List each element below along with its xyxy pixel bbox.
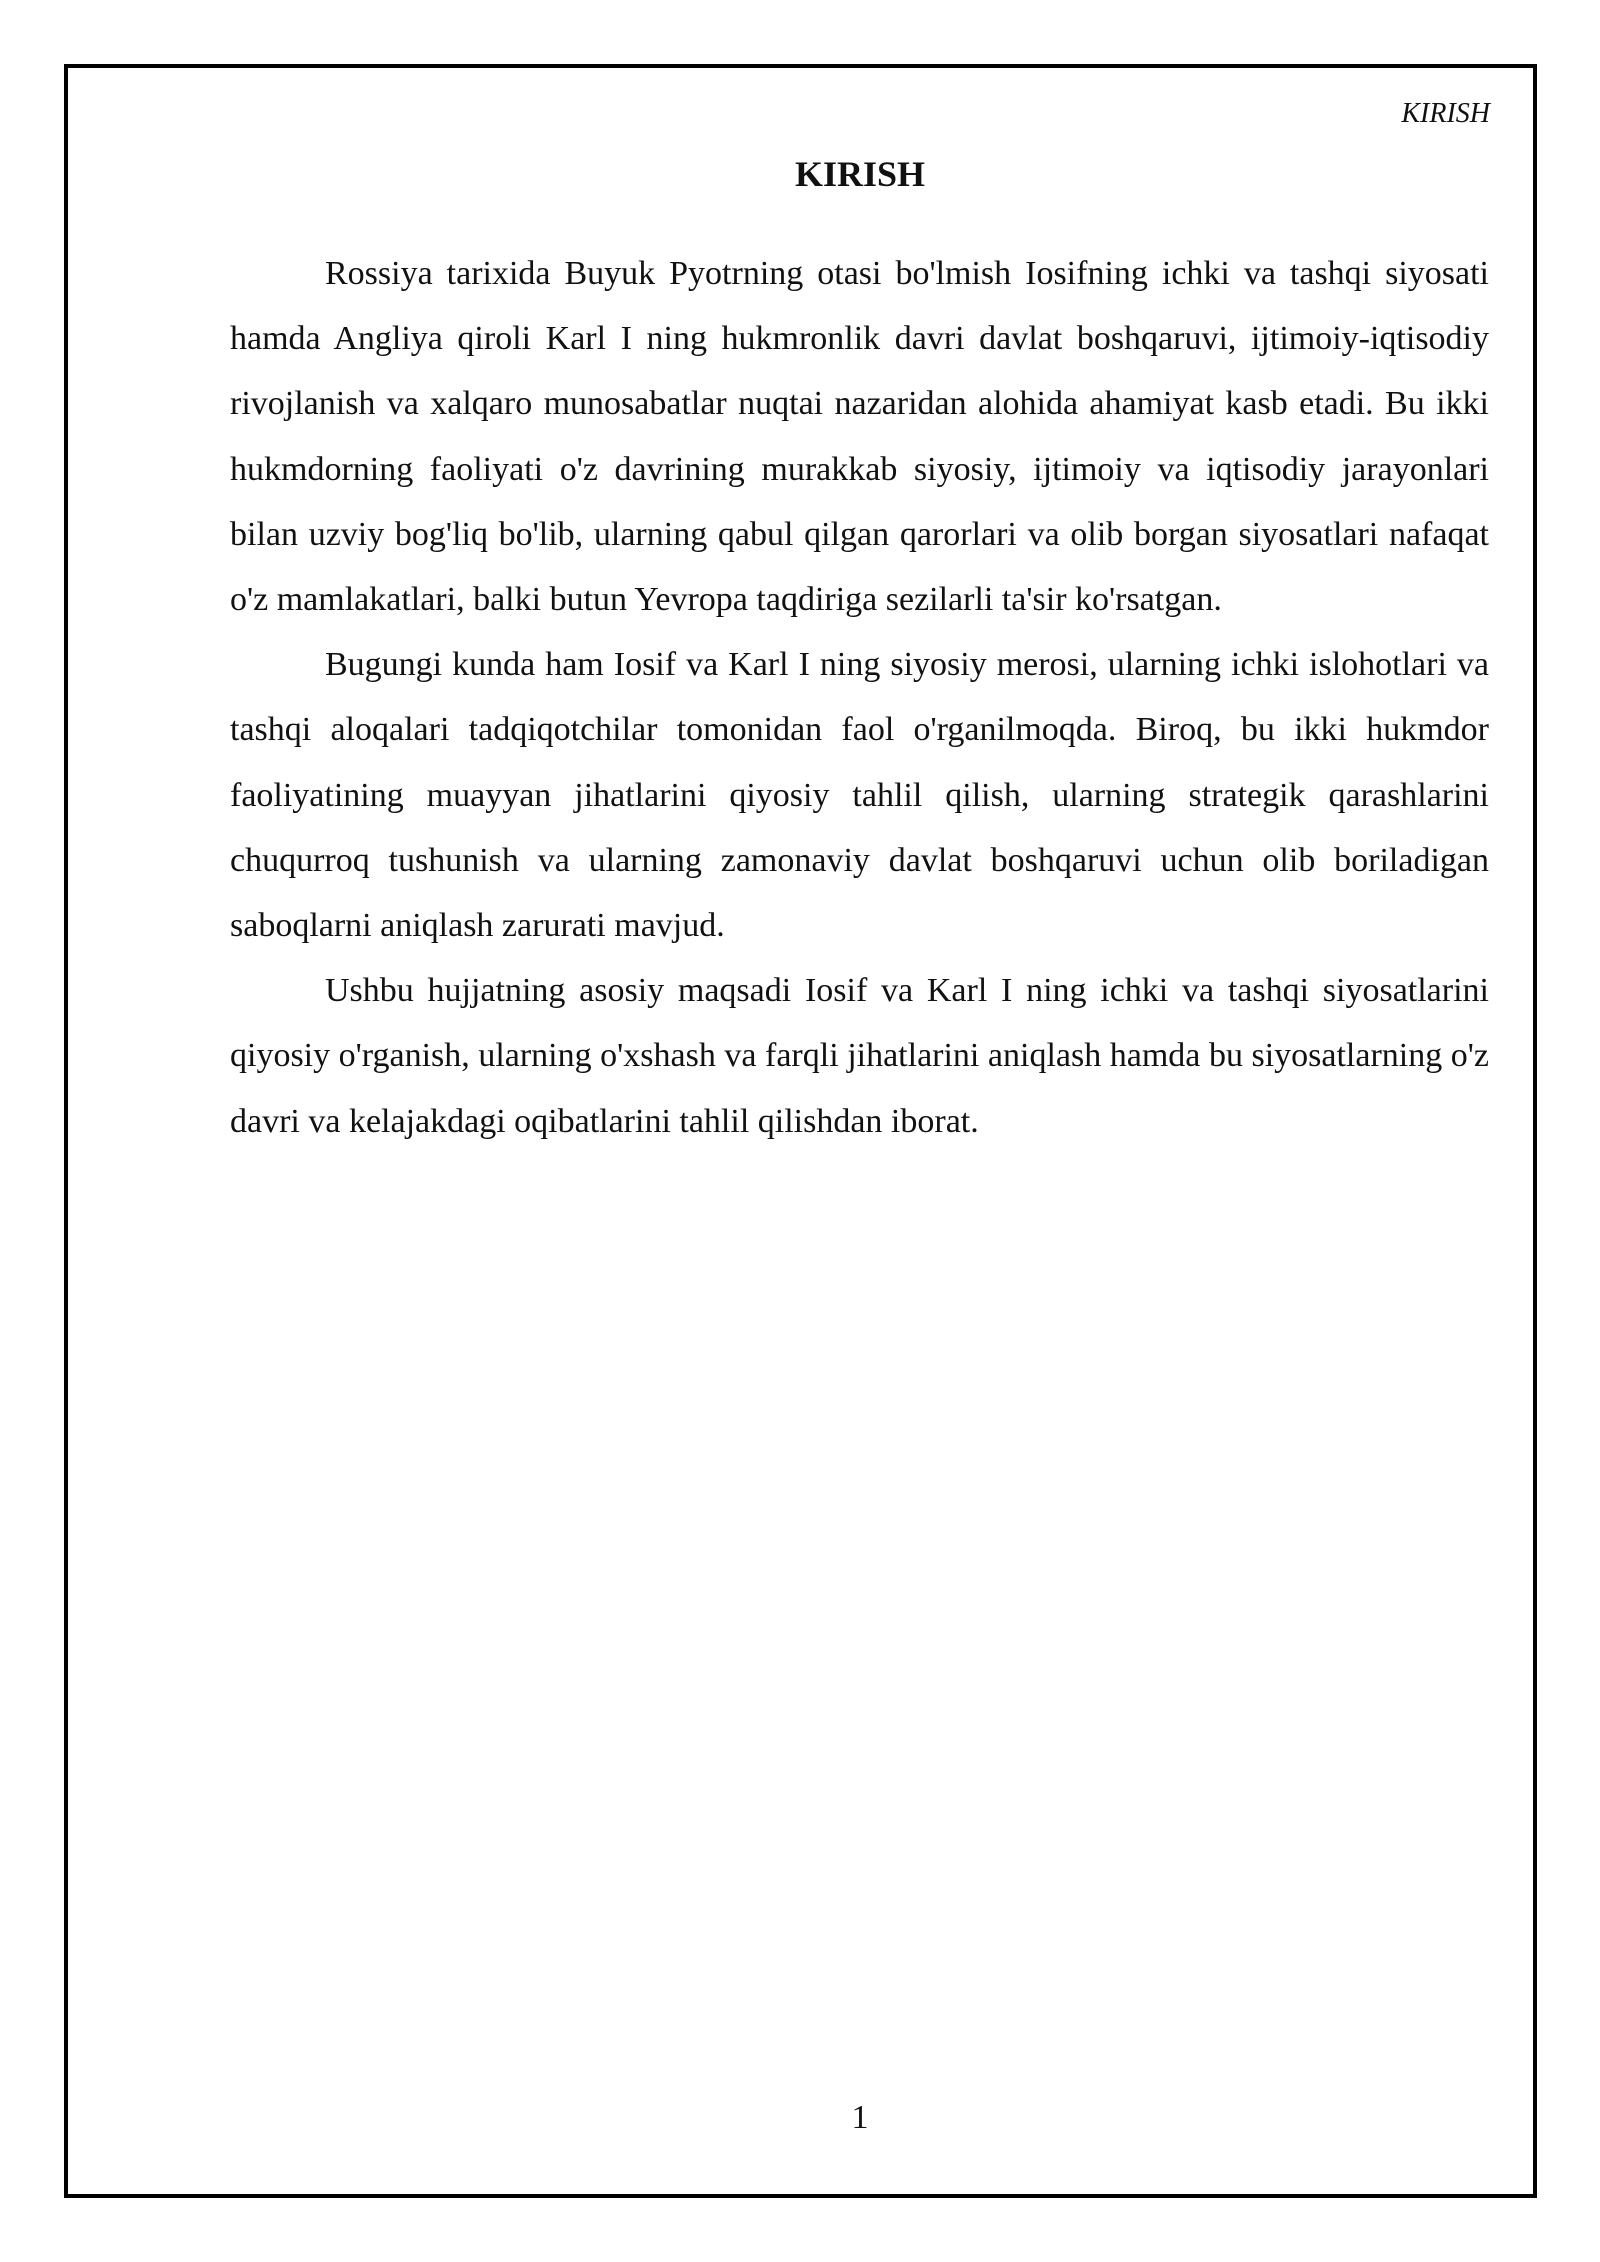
running-header: KIRISH	[1401, 98, 1490, 129]
section-title: KIRISH	[794, 154, 926, 194]
page-number: 1	[851, 2099, 869, 2136]
body-text	[230, 241, 1489, 1154]
paragraph: Rossiya tarixida Buyuk Pyotrning otasi bo'lmish Iosifning ichki va tashqi siyosati hamda Angliya qiroli Karl I ning hukmronlik davri davlat boshqaruvi, ijtimoiy-iqtisodiy rivojlanish va xalqaro munosabatlar nuqtai nazaridan alohida ahamiyat kasb etadi. Bu ikki hukmdorning faoliyati o'z davrining murakkab siyosiy, ijtimoiy va iqtisodiy jarayonlari bilan uzviy bog'liq bo'lib, ularning qabul qilgan qarorlari va olib borgan siyosatlari nafaqat o'z mamlakatlari, balki butun Yevropa taqdiriga sezilarli ta'sir ko'rsatgan.	[230, 255, 1489, 619]
paragraph: Bugungi kunda ham Iosif va Karl I ning siyosiy merosi, ularning ichki islohotlari va tashqi aloqalari tadqiqotchilar tomonidan faol o'rganilmoqda. Biroq, bu ikki hukmdor faoliyatining muayyan jihatlarini qiyosiy tahlil qilish, ularning strategik qarashlarini chuqurroq tushunish va ularning zamonaviy davlat boshqaruvi uchun olib boriladigan saboqlarni aniqlash zarurati mavjud.	[230, 646, 1489, 945]
paragraph: Ushbu hujjatning asosiy maqsadi Iosif va Karl I ning ichki va tashqi siyosatlarini qiyosiy o'rganish, ularning o'xshash va farqli jihatlarini aniqlash hamda bu siyosatlarning o'z davri va kelajakdagi oqibatlarini tahlil qilishdan iborat.	[230, 972, 1489, 1140]
